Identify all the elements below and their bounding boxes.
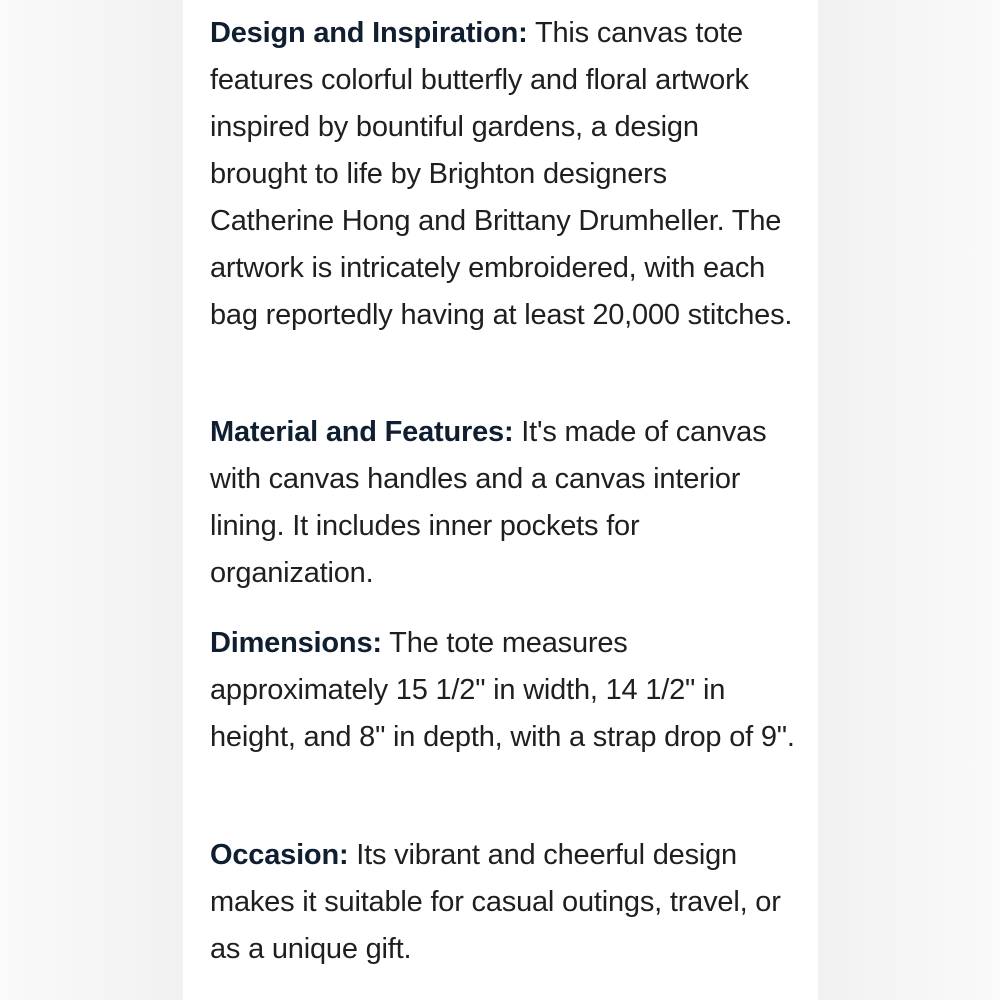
left-margin [0,0,183,1000]
section-material-features [210,409,798,597]
section-occasion [210,832,798,973]
section-dimensions [210,620,798,761]
section-label: Dimensions: [210,627,382,659]
section-text: It's made of canvas with canvas handles and a canvas interior lining. It includes inner pockets for organization. [210,416,767,589]
section-label: Design and Inspiration: [210,17,528,49]
section-label: Occasion: [210,839,349,871]
section-design-inspiration [210,10,798,339]
section-text: The tote measures approximately 15 1/2" in width, 14 1/2" in height, and 8" in depth, with a strap drop of 9". [210,627,795,753]
product-description-panel [183,0,818,1000]
section-label: Material and Features: [210,416,514,448]
section-text: Its vibrant and cheerful design makes it suitable for casual outings, travel, or as a unique gift. [210,839,781,965]
right-margin [818,0,1000,1000]
section-text: This canvas tote features colorful butterfly and floral artwork inspired by bountiful gardens, a design brought to life by Brighton designers Catherine Hong and Brittany Drumheller. The artwork is intricately embroidered, with each bag reportedly having at least 20,000 stitches. [210,17,793,331]
